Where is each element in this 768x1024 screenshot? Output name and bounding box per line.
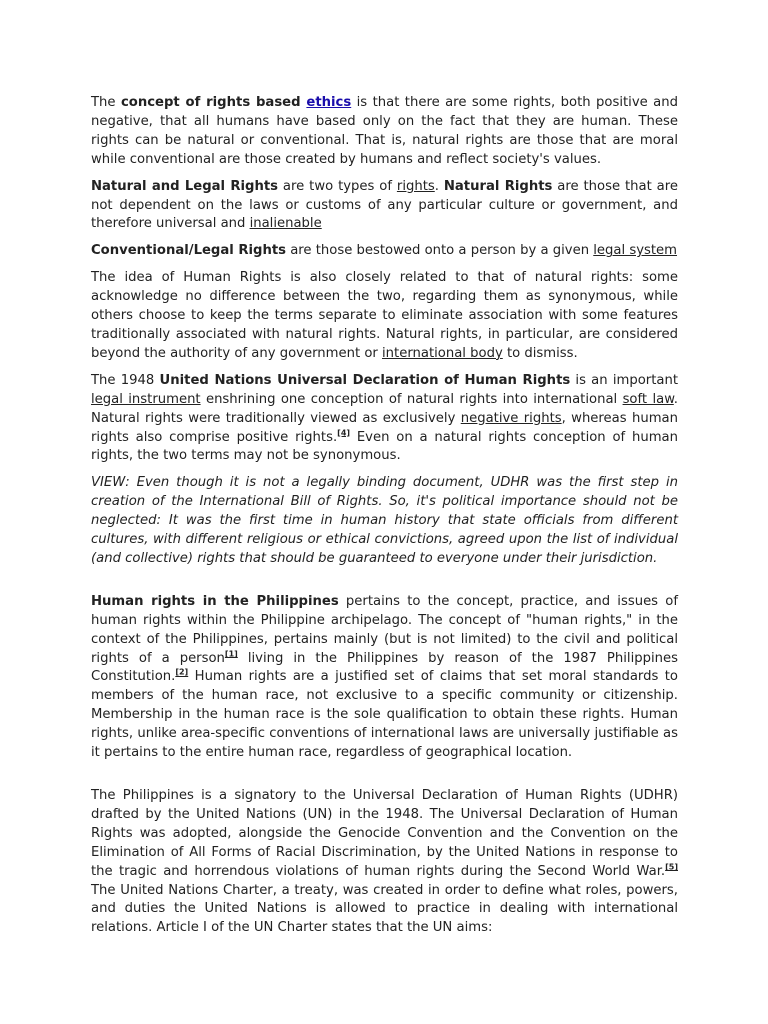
footnote-ref-5[interactable]: [5] (665, 862, 678, 872)
text: The idea of Human Rights is also closely related to that of natural rights: some acknowledge no difference between the two, regarding them as synonymous, while others choose to keep the terms separate to eliminate association with some features traditionally associated with natural rights. Natural rights, in particular, are considered beyond the authority of any government or (91, 270, 678, 361)
paragraph-view-note (91, 474, 678, 569)
document-body (91, 94, 678, 946)
text: are those that are not dependent on the laws or customs of any particular culture or government, and therefore universal and (91, 178, 678, 232)
paragraph-philippines-signatory (91, 787, 678, 938)
text: are those bestowed onto a person by a given (286, 243, 594, 259)
bold-term-natural-legal: Natural and Legal Rights (91, 178, 279, 194)
text: pertains to the concept, practice, and issues of human rights within the Philippine archipelago. The concept of "human rights," in the context of the Philippines, pertains mainly (but is not limited) to the civil and political rights of a person (91, 593, 678, 666)
link-legal-system[interactable]: legal system (593, 243, 678, 259)
bold-term-udhr: United Nations Universal Declaration of Human Rights (159, 372, 571, 388)
bold-term-philippines: Human rights in the Philippines (91, 593, 339, 609)
footnote-ref-1[interactable]: [1] (224, 649, 238, 659)
link-inalienable[interactable]: inalienable (249, 216, 322, 232)
link-ethics[interactable]: ethics (306, 95, 352, 110)
paragraph-natural-legal-rights (91, 178, 678, 235)
footnote-ref-2[interactable]: [2] (175, 668, 189, 678)
text: living in the Philippines by reason of the 1987 Philippines Constitution. (91, 650, 678, 685)
text: The Philippines is a signatory to the Universal Declaration of Human Rights (UDHR) drafted by the United Nations (UN) in the 1948. The Universal Declaration of Human Rights was adopted, alongside the Genocide Convention and the Convention on the Elimination of All Forms of Racial Discrimination, by the United Nations in response to the tragic and horrendous violations of human rights during the Second World War. (91, 788, 678, 879)
text: Human rights are a justified set of claims that set moral standards to members of the human race, not exclusive to a specific community or citizenship. Membership in the human race is the sole qualification to obtain these rights. Human rights, unlike area-specific conventions of international laws are universally justifiable as it pertains to the entire human race, regardless of geographical location. (91, 669, 678, 761)
text: are two types of (278, 178, 397, 194)
text: The (91, 95, 121, 110)
text: Even on a natural rights conception of human rights, the two terms may not be synonymous. (91, 429, 678, 464)
link-legal-instrument[interactable]: legal instrument (91, 391, 201, 407)
text: to dismiss. (502, 345, 578, 361)
text: , whereas human rights also comprise positive rights. (91, 410, 678, 445)
paragraph-conventional-rights (91, 242, 678, 261)
paragraph-rights-based-ethics (91, 94, 678, 170)
link-negative-rights[interactable]: negative rights (460, 410, 562, 426)
link-soft-law[interactable]: soft law (622, 391, 674, 407)
paragraph-philippines-human-rights (91, 593, 678, 763)
text: The 1948 (91, 372, 160, 388)
text: is an important (570, 372, 678, 388)
footnote-ref-4[interactable]: [4] (337, 428, 351, 438)
text: The United Nations Charter, a treaty, was created in order to define what roles, powers, and duties the United Nations is allowed to practice in dealing with international relations. Article I of the UN Charter states that the UN aims: (91, 882, 678, 936)
link-international-body[interactable]: international body (382, 345, 503, 361)
text: . (434, 178, 444, 194)
text: VIEW: Even though it is not a legally binding document, UDHR was the first step in creation of the International Bill of Rights. So, it's political importance should not be neglected: It was the first time in human history that state officials from different cultures, with different religious or ethical convictions, agreed upon the list of individual (and collective) rights that should be guaranteed to everyone under their jurisdiction. (91, 475, 678, 566)
bold-term-conventional: Conventional/Legal Rights (91, 243, 287, 259)
link-rights[interactable]: rights (396, 178, 435, 194)
paragraph-udhr-1948 (91, 372, 678, 467)
bold-term-natural-rights: Natural Rights (443, 178, 553, 194)
text: enshrining one conception of natural rights into international (200, 391, 623, 407)
text: is that there are some rights, both positive and negative, that all humans have based only on the fact that they are human. These rights can be natural or conventional. That is, natural rights are those that are moral while conventional are those created by humans and reflect society's values. (91, 95, 678, 167)
text: . Natural rights were traditionally viewed as exclusively (91, 391, 678, 426)
bold-term-concept: concept of rights based (120, 95, 307, 110)
paragraph-human-rights-idea (91, 269, 678, 364)
